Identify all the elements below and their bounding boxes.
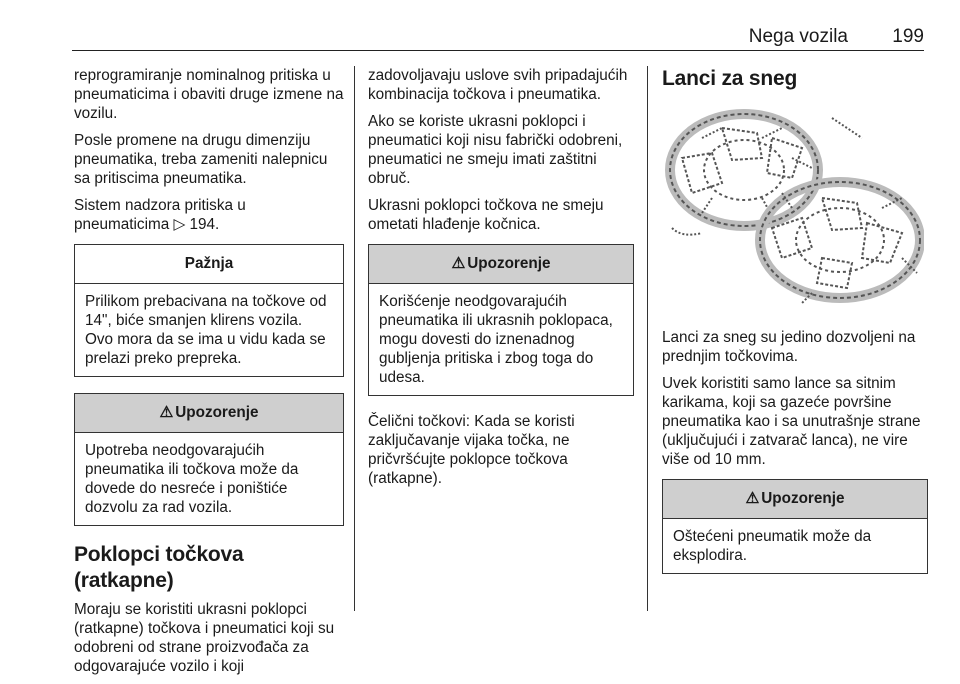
warning-box xyxy=(368,244,634,396)
warning-title xyxy=(663,480,927,519)
paragraph-text: Sistem nadzora pritiska u pneumaticima xyxy=(74,197,246,233)
warning-box xyxy=(74,393,344,526)
caution-box xyxy=(74,244,344,377)
paragraph: Čelični točkovi: Kada se koristi zaključavanje vijaka točka, ne pričvršćujte poklopce točkova (ratkapne). xyxy=(368,413,575,487)
paragraph: Ako se koriste ukrasni poklopci i pneumatici koji nisu fabrički odobreni, pneumatici ne smeju imati zaštitni obruč. xyxy=(368,113,623,187)
paragraph: Ukrasni poklopci točkova ne smeju ometati hlađenje kočnica. xyxy=(368,197,604,233)
warning-body: Upotreba neodgovarajućih pneumatika ili točkova može da dovede do nesreće i poništiće dozvolu za rad vozila. xyxy=(85,442,299,516)
column-2 xyxy=(368,66,634,496)
paragraph: Moraju se koristiti ukrasni poklopci (ratkapne) točkova i pneumatici koji su odobreni od strane proizvođača za odgovarajuće vozilo i koji xyxy=(74,601,335,675)
warning-title xyxy=(369,245,633,284)
paragraph: Lanci za sneg su jedino dozvoljeni na prednjim točkovima. xyxy=(662,329,916,365)
page-number: 199 xyxy=(892,26,924,47)
page-reference[interactable]: 194. xyxy=(189,216,220,233)
warning-box xyxy=(662,479,928,574)
warning-triangle-icon: ⚠ xyxy=(451,255,466,272)
snow-chains-illustration xyxy=(662,98,924,310)
caution-body: Prilikom prebacivana na točkove od 14", biće smanjen klirens vozila. Ovo mora da se ima u vidu kada se prelazi preko prepreka. xyxy=(85,293,327,367)
column-3 xyxy=(662,66,928,590)
warning-triangle-icon: ⚠ xyxy=(159,404,174,421)
warning-title-text: Upozorenje xyxy=(467,255,551,272)
caution-title: Pažnja xyxy=(75,245,343,284)
paragraph: Uvek koristiti samo lance sa sitnim karikama, koji sa gazeće površine pneumatika kao i sa unutrašnje strane (uključujući i zatvarač lanca), ne vire više od 10 mm. xyxy=(662,375,921,468)
column-1 xyxy=(74,66,344,684)
page-header xyxy=(72,24,924,51)
paragraph: Posle promene na drugu dimenziju pneumatika, treba zameniti nalepnicu sa pritiscima pneumatika. xyxy=(74,132,328,187)
column-divider xyxy=(354,66,355,611)
section-heading: Poklopci točkova (ratkapne) xyxy=(74,543,244,592)
triangle-ref-icon[interactable]: ▷ xyxy=(173,216,186,233)
column-divider xyxy=(647,66,648,611)
warning-triangle-icon: ⚠ xyxy=(745,490,760,507)
paragraph: reprogramiranje nominalnog pritiska u pneumaticima i obaviti druge izmene na vozilu. xyxy=(74,67,344,122)
section-title: Nega vozila xyxy=(748,26,848,47)
warning-title-text: Upozorenje xyxy=(761,490,845,507)
paragraph xyxy=(74,196,344,234)
warning-title xyxy=(75,394,343,433)
paragraph: zadovoljavaju uslove svih pripadajućih kombinacija točkova i pneumatika. xyxy=(368,67,628,103)
section-heading: Lanci za sneg xyxy=(662,67,798,90)
warning-body: Oštećeni pneumatik može da eksplodira. xyxy=(673,528,872,564)
warning-title-text: Upozorenje xyxy=(175,404,259,421)
warning-body: Korišćenje neodgovarajućih pneumatika ili ukrasnih poklopaca, mogu dovesti do iznenadnog gubljenja pritiska i zbog toga do udesa. xyxy=(379,293,613,386)
